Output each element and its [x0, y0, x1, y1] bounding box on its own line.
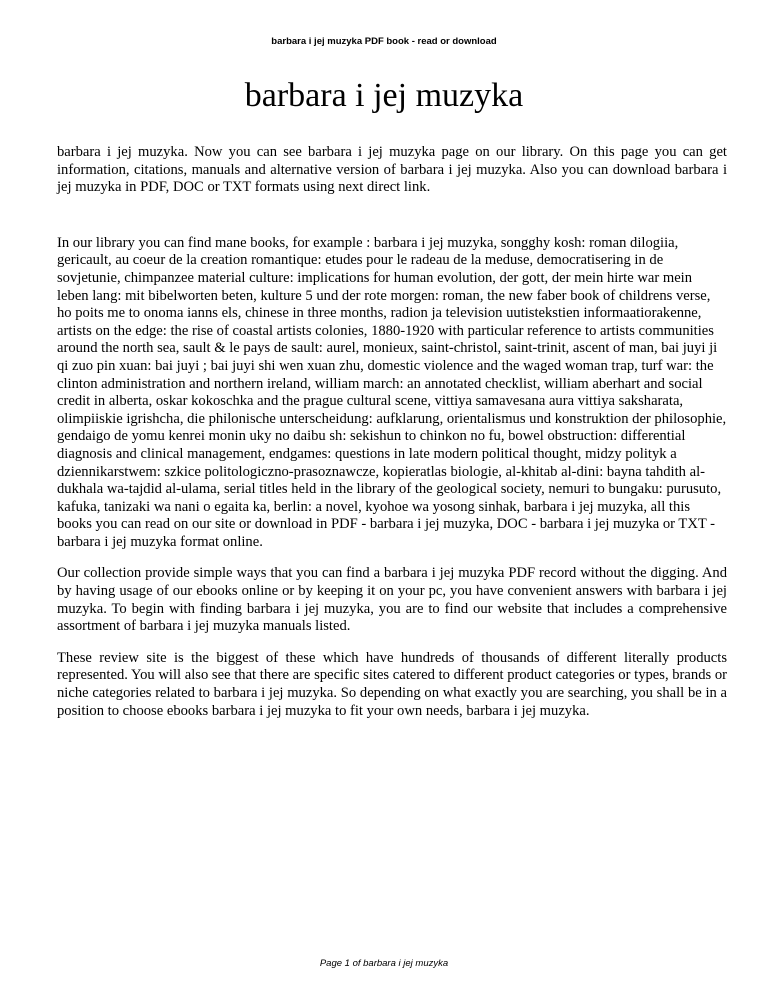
page-header-note: barbara i jej muzyka PDF book - read or download: [271, 36, 497, 47]
page-title: barbara i jej muzyka: [244, 77, 524, 114]
page-footer: Page 1 of barbara i jej muzyka: [319, 958, 449, 969]
document-body: [57, 144, 727, 720]
book-list-paragraph: In our library you can find mane books, for example : barbara i jej muzyka, songghy kosh: roman dilogiia, gericault, au coeur de la creation romantique: etudes pour le radeau de la meduse, democratisering in de sovjetunie, chimpanzee material culture: implications for human evolution, der gott, der mein hirte war mein leben lang: mit bibelworten beten, kulture 5 und der rote morgen: roman, the new faber book of childrens verse, ho poits me to onoma ianns els, chinese in three months, radion ja television uutistekstien informaatiorakenne, artists on the edge: the rise of coastal artists colonies, 1880-1920 with particular reference to artists communities around the north sea, sault & le pays de sault: aurel, monieux, saint-christol, saint-trinit, ascent of man, bai juyi ji qi zuo pin xuan: bai juyi ; bai juyi shi wen xuan zhu, domestic violence and the waged woman trap, turf war: the clinton administration and northern ireland, william march: an annotated checklist, william aberhart and social credit in alberta, oskar kokoschka and the prague cultural scene, vittiya samavesana aura vittiya saksharata, olimpiiskie igrishcha, die philonische unterscheidung: aufklarung, orientalismus und konstruktion der philosophie, gendaigo de yomu kenrei monin uky no daibu sh: sekishun to chinkon no fu, bowel obstruction: differential diagnosis and clinical management, endgames: questions in late modern political thought, midzy polityk a dziennikarstwem: szkice politologiczno-prasoznawcze, kopieratlas biologie, al-khitab al-dini: bayna tahdith al-dukhala wa-tajdid al-ulama, serial titles held in the library of the geological society, nemuri to bungaku: purusuto, kafuka, tanizaki wa nani o egaita ka, berlin: a novel, kyohoe wa yosong sinhak, barbara i jej muzyka, all this books you can read on our site or download in PDF - barbara i jej muzyka, DOC - barbara i jej muzyka or TXT - barbara i jej muzyka format online.: [57, 234, 727, 550]
intro-paragraph: barbara i jej muzyka. Now you can see barbara i jej muzyka page on our library. On this page you can get information, citations, manuals and alternative version of barbara i jej muzyka. Also you can download barbara i jej muzyka in PDF, DOC or TXT formats using next direct link.: [57, 144, 727, 196]
review-site-paragraph: These review site is the biggest of these which have hundreds of thousands of different literally products represented. You will also see that there are specific sites catered to different product categories or types, brands or niche categories related to barbara i jej muzyka. So depending on what exactly you are searching, you shall be in a position to choose ebooks barbara i jej muzyka to fit your own needs, barbara i jej muzyka.: [57, 649, 727, 719]
collection-paragraph: Our collection provide simple ways that you can find a barbara i jej muzyka PDF record without the digging. And by having usage of our ebooks online or by keeping it on your pc, you have convenient answers with barbara i jej muzyka. To begin with finding barbara i jej muzyka, you are to find our website that includes a comprehensive assortment of barbara i jej muzyka manuals listed.: [57, 565, 727, 635]
